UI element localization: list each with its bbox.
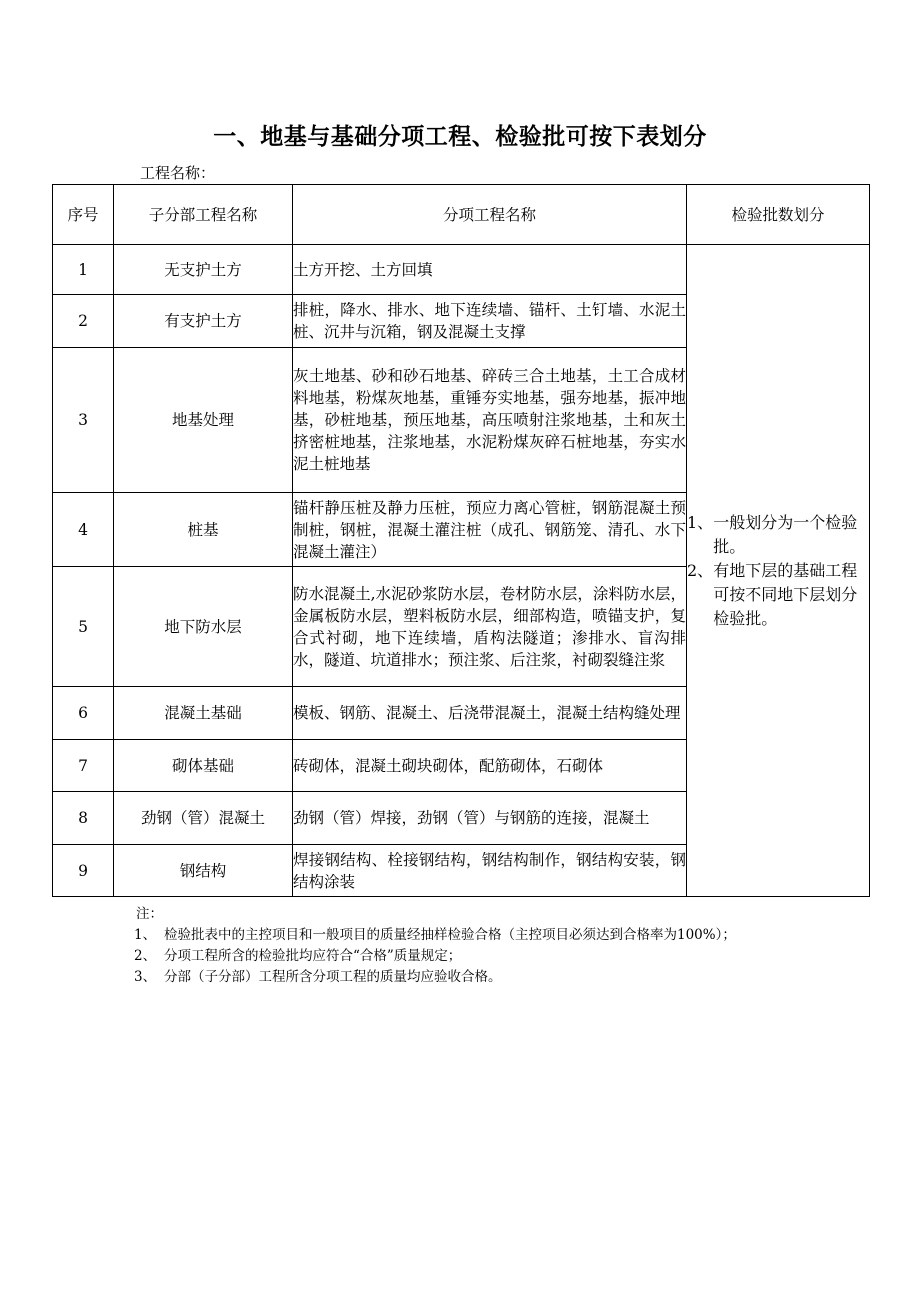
header-items: 分项工程名称 bbox=[293, 185, 687, 245]
notes-heading: 注： bbox=[136, 906, 163, 922]
note-number: 3、 bbox=[134, 969, 157, 985]
document-title: 一、地基与基础分项工程、检验批可按下表划分 bbox=[213, 124, 707, 150]
header-sub-division: 子分部工程名称 bbox=[114, 185, 293, 245]
header-index: 序号 bbox=[53, 185, 114, 245]
row-sub-division: 地基处理 bbox=[114, 348, 293, 493]
note-text: 检验批表中的主控项目和一般项目的质量经抽样检验合格（主控项目必须达到合格率为100%）； bbox=[164, 927, 736, 943]
row-items: 防水混凝土,水泥砂浆防水层，卷材防水层，涂料防水层，金属板防水层，塑料板防水层，细部构造，喷锚支护，复合式衬砌，地下连续墙，盾构法隧道；渗排水、盲沟排水，隧道、坑道排水；预注浆、后注浆，衬砌裂缝注浆 bbox=[293, 567, 687, 687]
project-name-label: 工程名称： bbox=[140, 164, 216, 182]
note-item bbox=[134, 946, 836, 967]
row-items: 劲钢（管）焊接，劲钢（管）与钢筋的连接，混凝土 bbox=[293, 792, 687, 845]
row-sub-division: 劲钢（管）混凝土 bbox=[114, 792, 293, 845]
row-items: 土方开挖、土方回填 bbox=[293, 245, 687, 295]
row-items: 砖砌体，混凝土砌块砌体，配筋砌体，石砌体 bbox=[293, 740, 687, 792]
row-sub-division: 砌体基础 bbox=[114, 740, 293, 792]
note-item bbox=[134, 925, 836, 946]
row-index: 9 bbox=[53, 845, 114, 897]
header-batch: 检验批数划分 bbox=[687, 185, 870, 245]
row-index: 5 bbox=[53, 567, 114, 687]
row-items: 焊接钢结构、栓接钢结构，钢结构制作，钢结构安装，钢结构涂装 bbox=[293, 845, 687, 897]
note-number: 2、 bbox=[134, 948, 157, 964]
row-index: 4 bbox=[53, 493, 114, 567]
division-table bbox=[52, 184, 870, 897]
batch-note-number: 2、 bbox=[687, 560, 714, 580]
batch-note-text: 一般划分为一个检验批。 bbox=[713, 512, 858, 556]
note-number: 1、 bbox=[134, 927, 157, 943]
batch-note bbox=[687, 559, 869, 631]
row-sub-division: 桩基 bbox=[114, 493, 293, 567]
row-index: 7 bbox=[53, 740, 114, 792]
batch-note-number: 1、 bbox=[687, 512, 714, 532]
table-row bbox=[53, 245, 870, 295]
row-sub-division: 有支护土方 bbox=[114, 295, 293, 348]
row-index: 6 bbox=[53, 687, 114, 740]
table-header-row bbox=[53, 185, 870, 245]
row-items: 模板、钢筋、混凝土、后浇带混凝土，混凝土结构缝处理 bbox=[293, 687, 687, 740]
row-sub-division: 混凝土基础 bbox=[114, 687, 293, 740]
row-index: 1 bbox=[53, 245, 114, 295]
row-items: 排桩，降水、排水、地下连续墙、锚杆、土钉墙、水泥土桩、沉井与沉箱，钢及混凝土支撑 bbox=[293, 295, 687, 348]
row-sub-division: 地下防水层 bbox=[114, 567, 293, 687]
row-sub-division: 钢结构 bbox=[114, 845, 293, 897]
row-index: 2 bbox=[53, 295, 114, 348]
row-index: 8 bbox=[53, 792, 114, 845]
notes-section bbox=[136, 904, 836, 988]
row-sub-division: 无支护土方 bbox=[114, 245, 293, 295]
row-items: 锚杆静压桩及静力压桩，预应力离心管桩，钢筋混凝土预制桩，钢桩，混凝土灌注桩（成孔、钢筋笼、清孔、水下混凝土灌注） bbox=[293, 493, 687, 567]
note-text: 分部（子分部）工程所含分项工程的质量均应验收合格。 bbox=[164, 969, 502, 985]
batch-note bbox=[687, 511, 869, 559]
note-text: 分项工程所含的检验批均应符合“合格”质量规定； bbox=[164, 948, 462, 964]
row-items: 灰土地基、砂和砂石地基、碎砖三合土地基，土工合成材料地基，粉煤灰地基，重锤夯实地基，强夯地基，振冲地基，砂桩地基，预压地基，高压喷射注浆地基，土和灰土挤密桩地基，注浆地基，水泥粉煤灰碎石桩地基，夯实水泥土桩地基 bbox=[293, 348, 687, 493]
batch-division-cell bbox=[687, 245, 870, 897]
row-index: 3 bbox=[53, 348, 114, 493]
note-item bbox=[134, 967, 836, 988]
batch-note-text: 有地下层的基础工程可按不同地下层划分检验批。 bbox=[713, 560, 858, 628]
